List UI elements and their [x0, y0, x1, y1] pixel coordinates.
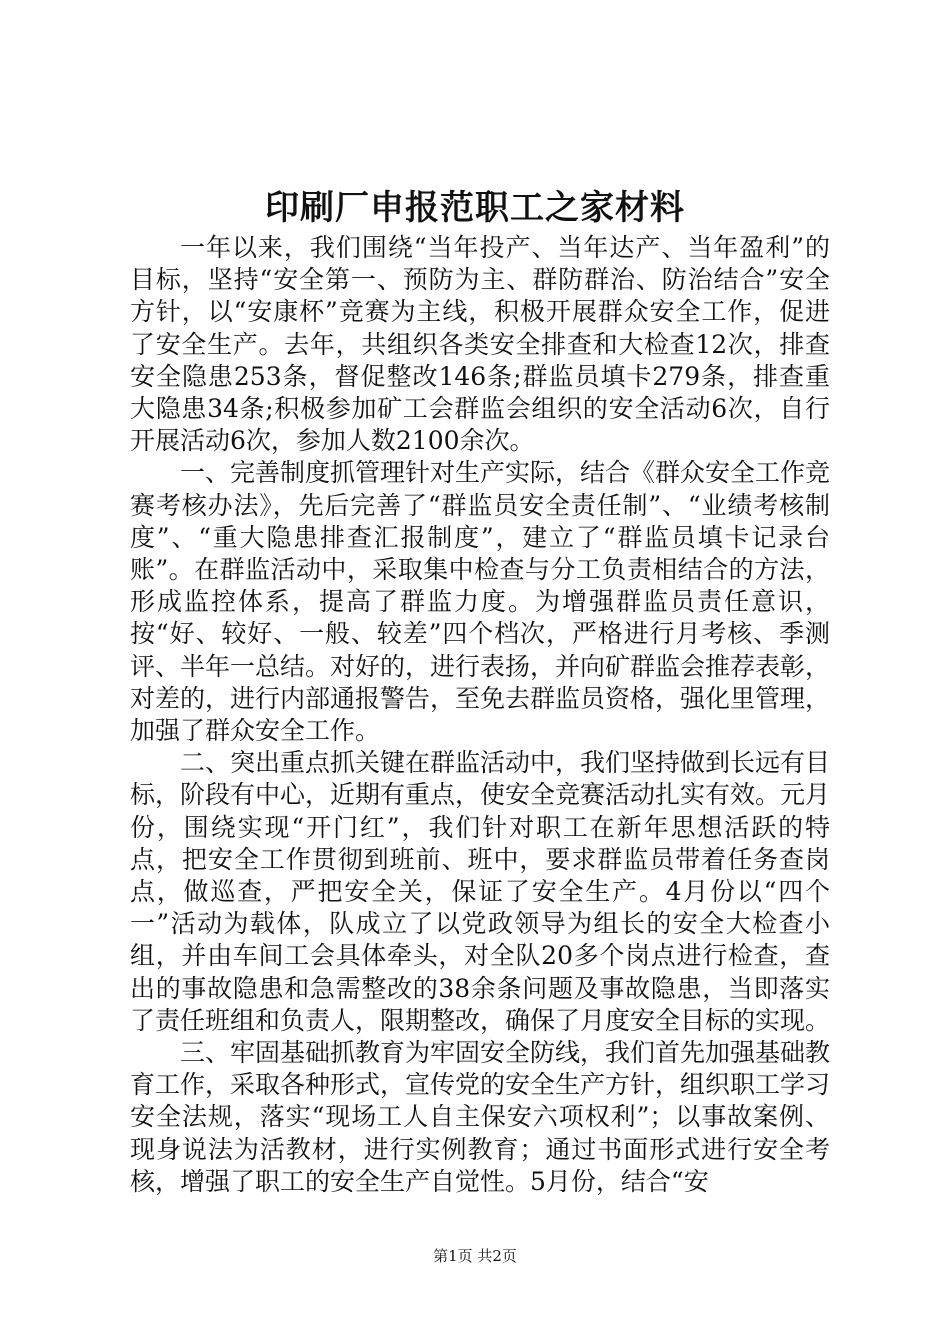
paragraph-section-1: 一、完善制度抓管理针对生产实际，结合《群众安全工作竞赛考核办法》，先后完善了“群监员安全责任制”、“业绩考核制度”、“重大隐患排查汇报制度”，建立了“群监员填卡记录台账”。在群监活动中，采取集中检查与分工负责相结合的方法，形成监控体系，提高了群监力度。为增强群监员责任意识，按“好、较好、一般、较差”四个档次，严格进行月考核、季测评、半年一总结。对好的，进行表扬，并向矿群监会推荐表彰，对差的，进行内部通报警告，至免去群监员资格，强化里管理，加强了群众安全工作。	[130, 458, 831, 746]
paragraph-section-3: 三、牢固基础抓教育为牢固安全防线，我们首先加强基础教育工作，采取各种形式，宣传党的安全生产方针，组织职工学习安全法规，落实“现场工人自主保安六项权利”；以事故案例、现身说法为活教材，进行实例教育；通过书面形式进行安全考核，增强了职工的安全生产自觉性。5月份，结合“安	[130, 1038, 831, 1196]
paragraph-intro: 一年以来，我们围绕“当年投产、当年达产、当年盈利”的目标，坚持“安全第一、预防为主、群防群治、防治结合”安全方针，以“安康杯”竞赛为主线，积极开展群众安全工作，促进了安全生产。去年，共组织各类安全排查和大检查12次，排查安全隐患253条，督促整改146条;群监员填卡279条，排查重大隐患34条;积极参加矿工会群监会组织的安全活动6次，自行开展活动6次，参加人数2100余次。	[130, 233, 830, 456]
document-body	[130, 232, 830, 1198]
paragraph-section-2: 二、突出重点抓关键在群监活动中，我们坚持做到长远有目标，阶段有中心，近期有重点，使安全竞赛活动扎实有效。元月份，围绕实现“开门红”，我们针对职工在新年思想活跃的特点，把安全工作贯彻到班前、班中，要求群监员带着任务查岗点，做巡查，严把安全关，保证了安全生产。4月份以“四个一”活动为载体，队成立了以党政领导为组长的安全大检查小组，并由车间工会具体牵头，对全队20多个岗点进行检查，查出的事故隐患和急需整改的38余条问题及事故隐患，当即落实了责任班组和负责人，限期整改，确保了月度安全目标的实现。	[130, 748, 831, 1035]
document-title: 印刷厂申报范职工之家材料	[265, 188, 685, 228]
page-number-footer: 第1页 共2页	[433, 1247, 517, 1265]
